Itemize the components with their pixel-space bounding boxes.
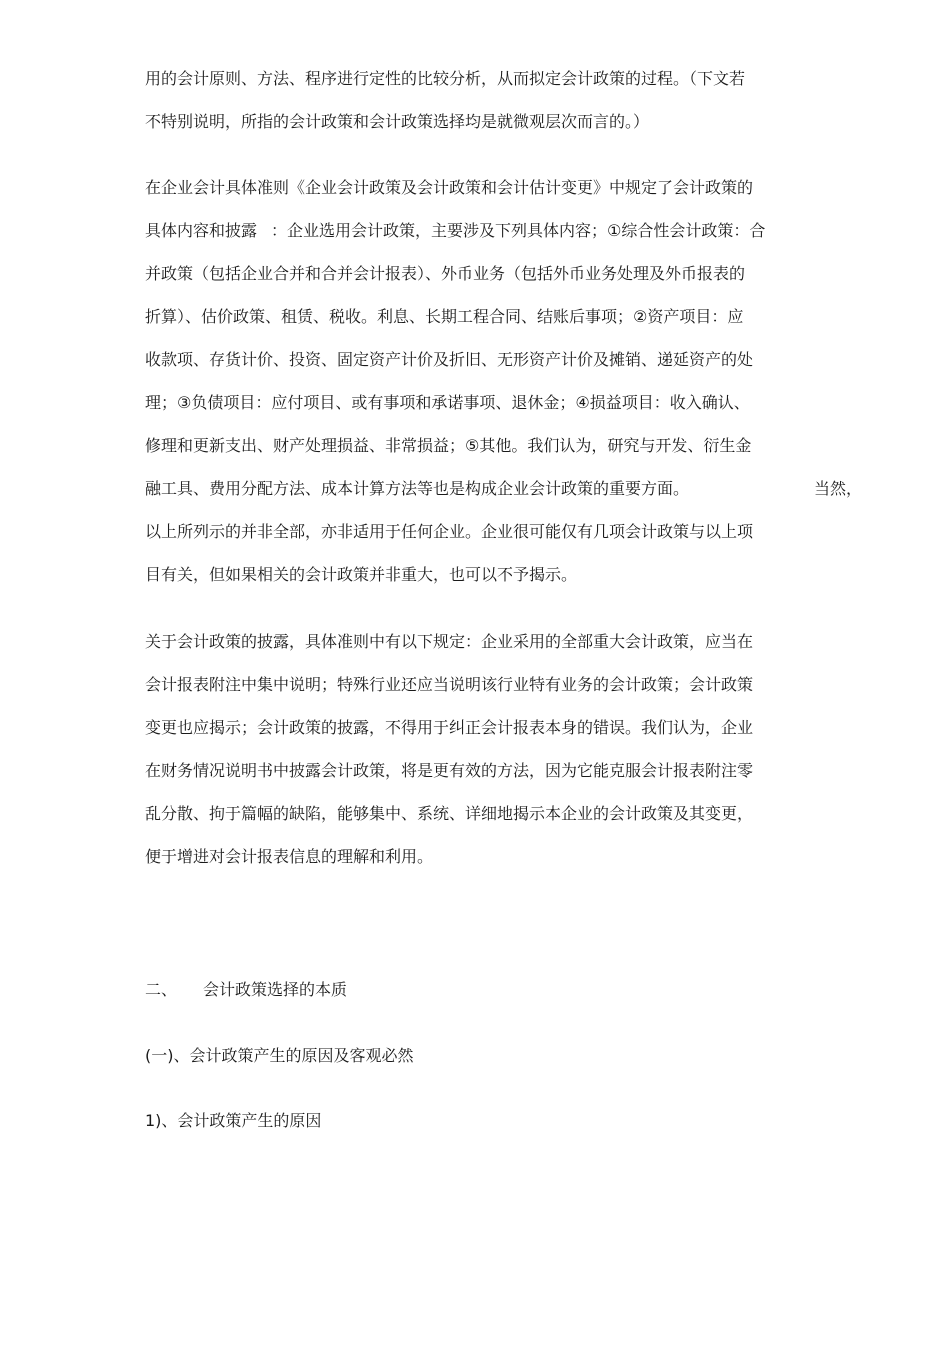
paragraph-3-line-5: 乱分散、拘于篇幅的缺陷，能够集中、系统、详细地揭示本企业的会计政策及其变更， [145, 804, 754, 823]
paragraph-2-line-2-part-2: ：企业选用会计政策，主要涉及下列具体内容；①综合性会计政策：合 [271, 221, 766, 240]
paragraph-2-line-8-part-2: 当然， [814, 479, 863, 498]
paragraph-2-line-2-part-1: 具体内容和披露 [145, 221, 258, 240]
paragraph-2-line-4: 折算）、估价政策、租赁、税收。利息、长期工程合同、结账后事项；②资产项目：应 [145, 307, 744, 326]
paragraph-2-line-8-part-1: 融工具、费用分配方法、成本计算方法等也是构成企业会计政策的重要方面。 [145, 479, 690, 498]
item-heading: 1)、会计政策产生的原因 [145, 1111, 322, 1130]
paragraph-1-line-1: 用的会计原则、方法、程序进行定性的比较分析，从而拟定会计政策的过程。（下文若 [145, 69, 746, 88]
section-heading [145, 980, 347, 1000]
section-number: 二、 [145, 980, 178, 999]
paragraph-2-line-1: 在企业会计具体准则《企业会计政策及会计政策和会计估计变更》中规定了会计政策的 [145, 178, 754, 197]
paragraph-2-line-6: 理；③负债项目：应付项目、或有事项和承诺事项、退休金；④损益项目：收入确认、 [145, 393, 750, 412]
paragraph-2-line-7: 修理和更新支出、财产处理损益、非常损益；⑤其他。我们认为，研究与开发、衍生金 [145, 436, 752, 455]
paragraph-1-line-2: 不特别说明，所指的会计政策和会计政策选择均是就微观层次而言的。） [145, 112, 650, 131]
paragraph-2-line-9: 以上所列示的并非全部，亦非适用于任何企业。企业很可能仅有几项会计政策与以上项 [145, 522, 754, 541]
paragraph-2-line-8 [145, 479, 689, 499]
paragraph-3-line-3: 变更也应揭示；会计政策的披露，不得用于纠正会计报表本身的错误。我们认为，企业 [145, 718, 754, 737]
paragraph-3-line-1: 关于会计政策的披露，具体准则中有以下规定：企业采用的全部重大会计政策，应当在 [145, 632, 754, 651]
paragraph-2-line-5: 收款项、存货计价、投资、固定资产计价及折旧、无形资产计价及摊销、递延资产的处 [145, 350, 754, 369]
paragraph-2-line-2 [145, 221, 765, 241]
paragraph-3-line-4: 在财务情况说明书中披露会计政策，将是更有效的方法，因为它能克服会计报表附注零 [145, 761, 754, 780]
section-title: 会计政策选择的本质 [203, 980, 348, 999]
paragraph-2-line-3: 并政策（包括企业合并和合并会计报表）、外币业务（包括外币业务处理及外币报表的 [145, 264, 746, 283]
paragraph-3-line-2: 会计报表附注中集中说明；特殊行业还应当说明该行业特有业务的会计政策；会计政策 [145, 675, 754, 694]
subsection-heading: (一)、会计政策产生的原因及客观必然 [145, 1046, 414, 1065]
paragraph-2-line-10: 目有关，但如果相关的会计政策并非重大，也可以不予揭示。 [145, 565, 578, 584]
paragraph-3-line-6: 便于增进对会计报表信息的理解和利用。 [145, 847, 434, 866]
